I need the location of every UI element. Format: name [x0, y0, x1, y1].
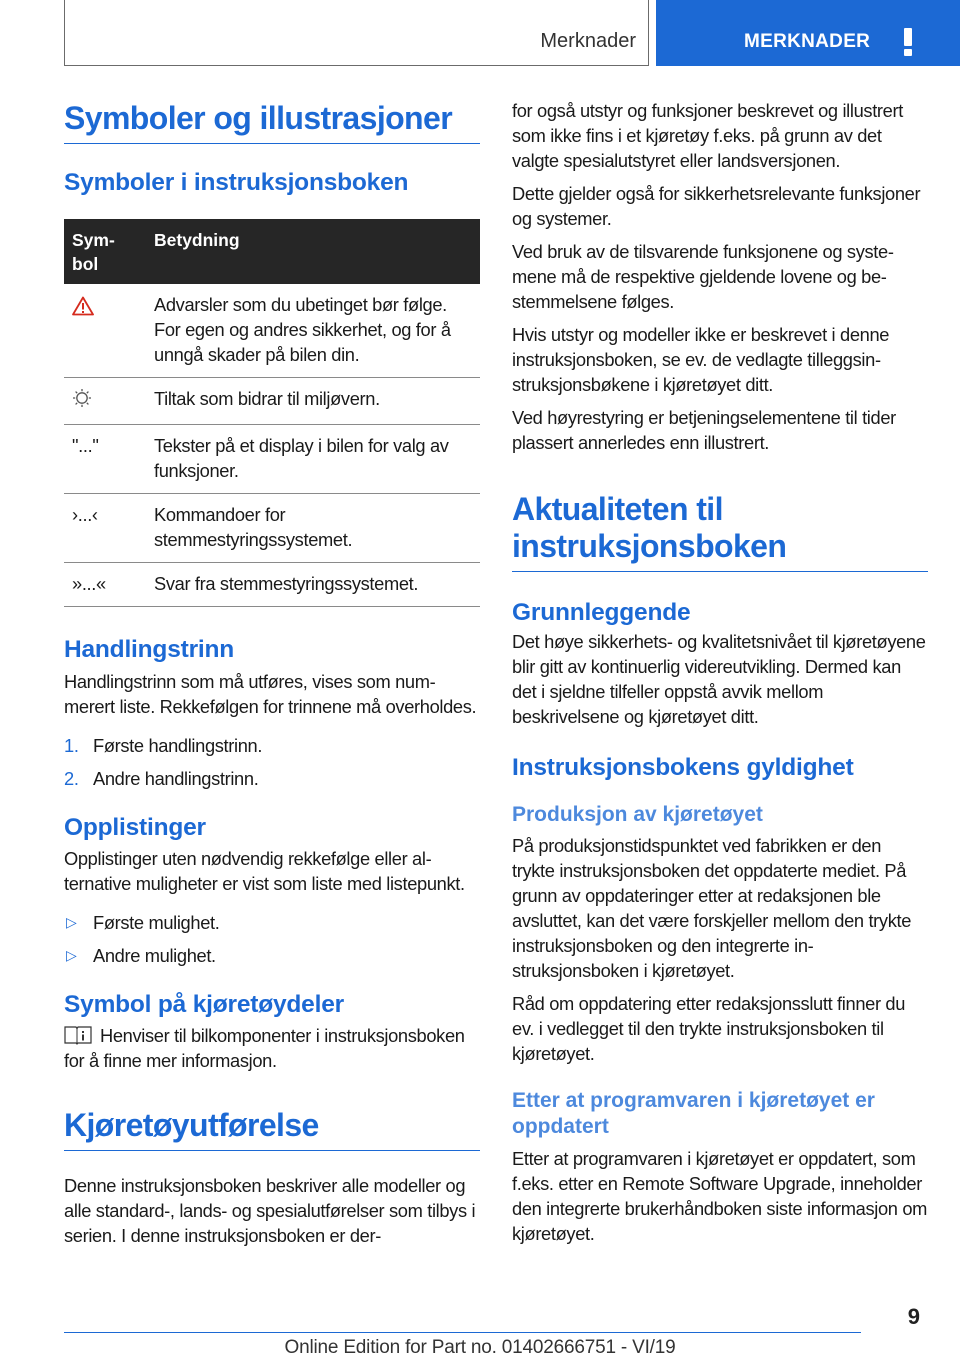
table-cell-symbol — [64, 284, 146, 378]
list-item — [64, 906, 480, 939]
section-label: Merknader — [540, 30, 636, 52]
book-reference-icon — [64, 1025, 92, 1045]
chapter-title: MERKNADER — [744, 31, 871, 52]
heading-validity: Instruksjonsbokens gyldighet — [512, 753, 854, 781]
header-box — [64, 0, 649, 66]
heading-vehicle-version: Kjøretøyutførelse — [64, 1107, 480, 1151]
production-text: Råd om oppdatering etter redaksjonsslutt finner du ev. i vedlegget til den trykte instruksjonsboken til kjøretøyet. — [512, 992, 906, 1064]
step-number: 1. — [64, 734, 79, 756]
table-row — [64, 378, 480, 425]
option-text: Første mulighet. — [93, 911, 220, 933]
environment-icon — [72, 388, 92, 408]
heading-steps: Handlingstrinn — [64, 636, 235, 664]
chapter-tab — [656, 0, 960, 66]
table-row — [64, 563, 480, 607]
table-header-row — [64, 219, 480, 284]
lists-description: Opplistinger uten nødvendig rekkefølge eller alternative muligheter er vist som liste med listepunkt. — [64, 847, 465, 894]
paragraph: for også utstyr og funksjoner beskrevet og illustrert som ikke fins i et kjøretøy f.eks. på grunn av det valgte spesialutstyret eller landsversjonen. — [512, 100, 903, 171]
paragraph: Ved bruk av de tilsvarende funksjonene og systemene må de respektive gjeldende lovene og bestemmelsene følges. — [512, 241, 894, 312]
table-cell-symbol — [64, 378, 146, 425]
table-cell-meaning: Tiltak som bidrar til miljøvern. — [146, 378, 480, 425]
column-header-meaning: Betydning — [146, 219, 480, 284]
option-text: Andre mulighet. — [93, 944, 216, 966]
table-cell-symbol: "..." — [64, 425, 146, 494]
exclamation-icon — [902, 28, 914, 56]
step-text: Første handlingstrinn. — [93, 734, 263, 756]
heading-production: Produksjon av kjøretøyet — [512, 803, 763, 827]
triangle-bullet-icon: ▷ — [66, 946, 77, 963]
paragraph: Dette gjelder også for sikkerhetsrelevante funksjoner og systemer. — [512, 183, 921, 229]
step-number: 2. — [64, 767, 79, 789]
steps-list — [64, 729, 480, 795]
table-cell-meaning: Svar fra stemmestyringssystemet. — [146, 563, 480, 607]
table-cell-meaning: Tekster på et display i bilen for valg av funksjoner. — [146, 425, 480, 494]
left-column — [64, 100, 480, 1248]
edition-text: Online Edition for Part no. 01402666751 - VI/19 — [284, 1337, 676, 1358]
heading-topicality: Aktualiteten til instruksjonsboken — [512, 491, 928, 572]
heading-vehicle-parts: Symbol på kjøretøydeler — [64, 990, 344, 1018]
production-text: På produksjonstidspunktet ved fabrikken er den trykte instruksjonsboken det oppdaterte mediet. På grunn av oppdateringer etter at redaksjonen ble avsluttet, kan det være forskjeller mellom den trykte instruksjonsboken og den integrerte instruksjonsboken i kjøretøyet. — [512, 834, 912, 981]
list-item — [64, 939, 480, 972]
table-row — [64, 425, 480, 494]
table-cell-meaning: Advarsler som du ubetinget bør følge. For egen og andres sikkerhet, og for å unngå skader på bilen din. — [146, 284, 480, 378]
heading-symbols-in-manual: Symboler i instruksjonsboken — [64, 168, 409, 196]
footer-divider — [64, 1332, 861, 1333]
table-cell-meaning: Kommandoer for stemmestyringssystemet. — [146, 494, 480, 563]
right-column — [512, 98, 928, 1246]
vehicle-version-text: Denne instruksjonsboken beskriver alle modeller og alle standard-, lands- og spesialutførelser som tilbys i serien. I denne instruksjonsboken er der- — [64, 1175, 476, 1247]
column-header-symbol: Sym- bol — [64, 219, 146, 284]
options-list — [64, 906, 480, 972]
paragraph: Ved høyrestyring er betjeningselementene til tider plassert annerledes enn illustrert. — [512, 407, 896, 453]
warning-triangle-icon — [72, 296, 94, 316]
heading-symbols: Symboler og illustrasjoner — [64, 100, 480, 144]
list-item — [64, 762, 480, 795]
heading-basics: Grunnleggende — [512, 598, 691, 626]
heading-lists: Opplistinger — [64, 813, 206, 841]
list-item — [64, 729, 480, 762]
software-update-text: Etter at programvaren i kjøretøyet er oppdatert, som f.eks. etter en Remote Software Upgrade, inneholder den integrerte brukerhåndboken siste informasjon om kjøretøyet. — [512, 1148, 928, 1245]
symbol-table — [64, 219, 480, 607]
vehicle-parts-text: Henviser til bilkomponenter i instruksjonsboken for å finne mer informasjon. — [64, 1025, 465, 1072]
vehicle-parts-description — [64, 1023, 480, 1073]
table-cell-symbol: ›...‹ — [64, 494, 146, 563]
table-row — [64, 494, 480, 563]
step-text: Andre handlingstrinn. — [93, 767, 259, 789]
heading-software-update: Etter at programvaren i kjøretøyet er oppdatert — [512, 1088, 875, 1138]
triangle-bullet-icon: ▷ — [66, 913, 77, 930]
basics-text: Det høye sikkerhets- og kvalitetsnivået til kjøretøyene blir gitt av kontinuerlig videreutvikling. Dermed kan det i sjeldne tilfeller oppstå avvik mellom beskrivelsene og kjøretøyet ditt. — [512, 630, 926, 727]
page-number: 9 — [907, 1304, 920, 1329]
table-cell-symbol: »...« — [64, 563, 146, 607]
table-row — [64, 284, 480, 378]
paragraph: Hvis utstyr og modeller ikke er beskrevet i denne instruksjonsboken, se ev. de vedlagte tilleggsinstruksjonsbøkene i kjøretøyet ditt. — [512, 324, 890, 395]
steps-description: Handlingstrinn som må utføres, vises som nummerert liste. Rekkefølgen for trinnene må overholdes. — [64, 670, 477, 717]
